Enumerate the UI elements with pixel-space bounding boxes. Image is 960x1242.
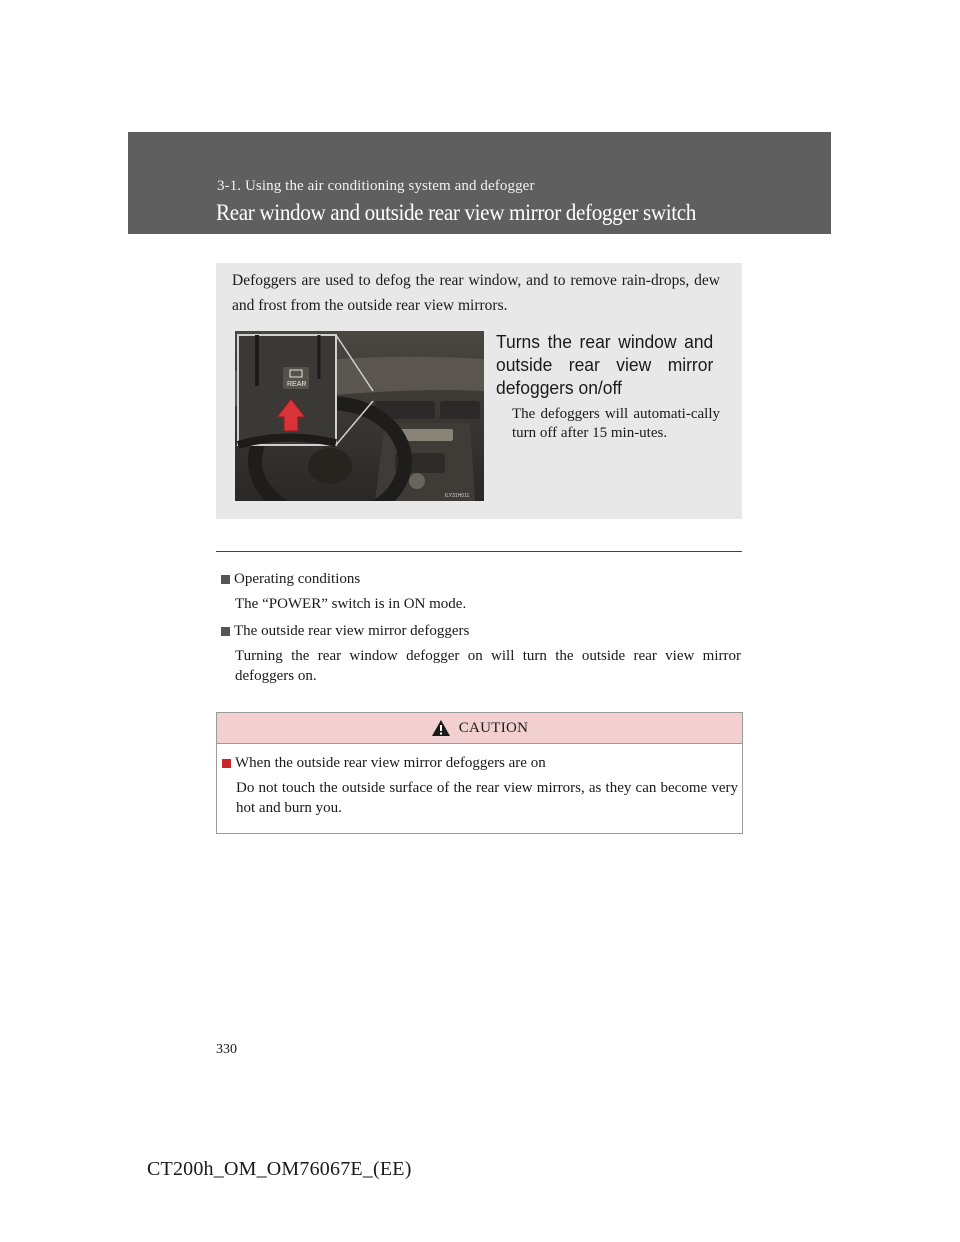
note-heading-text: Operating conditions bbox=[234, 571, 361, 587]
note-body: The “POWER” switch is in ON mode. bbox=[235, 596, 467, 612]
rear-switch-label: REAR bbox=[287, 381, 307, 388]
note-heading bbox=[221, 569, 741, 589]
section-divider bbox=[216, 551, 742, 552]
callout-title: Turns the rear window and outside rear view mirror defoggers on/off bbox=[496, 332, 714, 398]
caution-heading-text: When the outside rear view mirror defoggers are on bbox=[235, 755, 546, 771]
caution-body: Do not touch the outside surface of the rear view mirrors, as they can become very hot and burn you. bbox=[236, 780, 738, 816]
square-bullet-icon bbox=[222, 759, 231, 768]
dashboard-photo bbox=[235, 331, 484, 501]
photo-code: ILY31H011 bbox=[445, 493, 470, 499]
note-heading-text: The outside rear view mirror defoggers bbox=[234, 623, 470, 639]
callout-note: The defoggers will automati-cally turn off after 15 min-utes. bbox=[512, 406, 720, 441]
caution-title: CAUTION bbox=[458, 719, 529, 736]
caution-content bbox=[222, 753, 738, 818]
square-bullet-icon bbox=[221, 627, 230, 636]
note-heading bbox=[221, 621, 741, 641]
caution-box bbox=[216, 712, 743, 834]
note-body: Turning the rear window defogger on will turn the outside rear view mirror defoggers on. bbox=[235, 648, 741, 684]
caution-header bbox=[217, 713, 742, 744]
caution-heading bbox=[222, 753, 738, 773]
notes-section bbox=[221, 569, 741, 686]
warning-triangle-icon bbox=[431, 719, 451, 737]
square-bullet-icon bbox=[221, 575, 230, 584]
section-label: 3-1. Using the air conditioning system and defogger bbox=[217, 178, 535, 194]
intro-text: Defoggers are used to defog the rear window, and to remove rain-drops, dew and frost from the outside rear view mirrors. bbox=[232, 272, 720, 314]
page-title: Rear window and outside rear view mirror defogger switch bbox=[216, 200, 697, 225]
document-code: CT200h_OM_OM76067E_(EE) bbox=[147, 1158, 412, 1180]
page-number: 330 bbox=[216, 1042, 237, 1057]
